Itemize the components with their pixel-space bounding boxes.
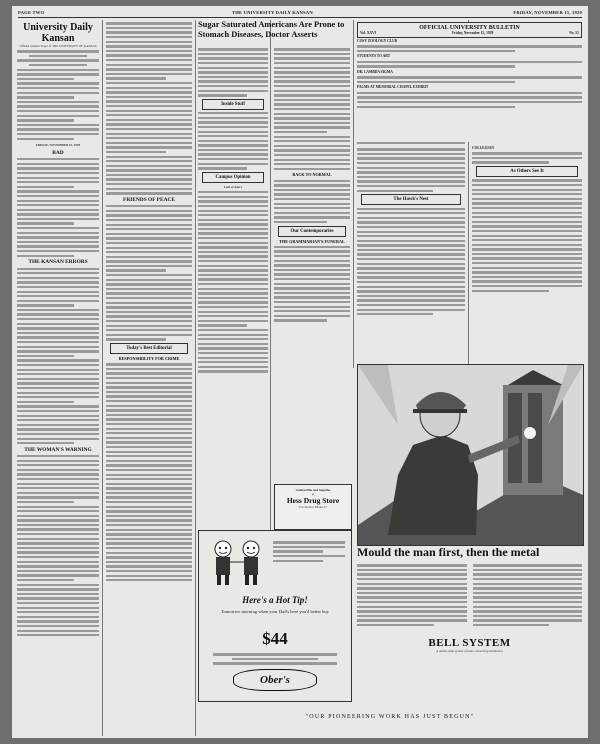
lead-headline-block bbox=[198, 20, 350, 48]
column-rule bbox=[195, 20, 196, 736]
article-heading: THE GRAMMARIAN'S FUNERAL bbox=[279, 238, 345, 244]
obers-headline: Here's a Hot Tip! bbox=[242, 595, 308, 605]
column-six-lower bbox=[472, 146, 582, 366]
column-body bbox=[357, 148, 465, 192]
bulletin-item: COSY ZOOLOGY CLUB bbox=[357, 39, 398, 43]
bulletin-number: No. 52 bbox=[569, 31, 579, 35]
obers-logo: Ober's bbox=[233, 669, 317, 691]
contemporaries-box bbox=[278, 226, 346, 237]
hess-ad-line2: at bbox=[311, 492, 315, 496]
masthead-dateline: FRIDAY, NOVEMBER 15, 1929 bbox=[35, 142, 81, 147]
bell-headline: Mould the man first, then the metal bbox=[357, 546, 540, 559]
header-rule bbox=[18, 17, 582, 18]
bell-system-name: BELL SYSTEM bbox=[428, 636, 511, 649]
column-body bbox=[472, 179, 582, 292]
column-rule bbox=[102, 20, 103, 736]
bulletin-item: DR. LAMBDA SIGMA bbox=[357, 69, 393, 74]
bulletin-date: Friday, November 15, 1929 bbox=[451, 31, 494, 35]
cartoon-figures-illustration bbox=[207, 537, 271, 589]
bulletin-body bbox=[357, 45, 582, 52]
editorial-body bbox=[17, 268, 99, 445]
lead-headline: Sugar Saturated Americans Are Prone to Stomach Diseases, Doctor Asserts bbox=[198, 20, 345, 39]
bell-body bbox=[357, 562, 582, 629]
bulletin-body bbox=[357, 76, 582, 83]
obers-ad bbox=[198, 530, 352, 702]
hess-ad-line1: Golden Pills and Supplies bbox=[295, 488, 331, 492]
column-body bbox=[106, 22, 192, 194]
obers-body: Tomorrow morning when your Dad's here you'd better buy bbox=[221, 609, 329, 614]
masthead-title: University Daily Kansan bbox=[23, 22, 93, 44]
others-title: As Others See It bbox=[510, 169, 544, 175]
column-body bbox=[357, 208, 465, 316]
obers-price: $44 bbox=[262, 629, 288, 648]
others-box bbox=[476, 166, 578, 177]
best-editorial-title: Today's Best Editorial bbox=[126, 345, 172, 351]
column-five-lower bbox=[357, 146, 465, 366]
factory-worker-image bbox=[358, 365, 583, 545]
masthead-subtitle: Official Student Paper of THE UNIVERSITY OF KANSAS bbox=[19, 44, 97, 48]
article-heading: RESPONSIBILITY FOR CRIME bbox=[118, 355, 180, 361]
bulletin-item: PALMS AT MEMORIAL CHAPEL EXHIBIT bbox=[357, 85, 429, 90]
page-date: FRIDAY, NOVEMBER 15, 1929 bbox=[513, 10, 582, 15]
campus-opinion-sub: Leni at Ann's bbox=[223, 184, 243, 189]
contemporaries-title: Our Contemporaries bbox=[290, 228, 334, 234]
editorial-heading: THE KANSAN ERRORS bbox=[28, 259, 88, 266]
hess-drug-ad bbox=[274, 484, 352, 530]
column-four bbox=[274, 46, 350, 486]
bulletin-body bbox=[472, 152, 582, 163]
bulletin-item: COLLEGIAN bbox=[472, 146, 494, 150]
column-body bbox=[106, 205, 192, 341]
editorial-column bbox=[17, 20, 99, 736]
editorial-heading: THE WOMAN'S WARNING bbox=[24, 446, 92, 453]
column-rule bbox=[353, 20, 354, 368]
inside-stuff-box bbox=[202, 99, 264, 110]
bulletin-body bbox=[357, 61, 582, 68]
masthead-staff bbox=[17, 50, 99, 140]
bell-illustration bbox=[357, 364, 584, 546]
column-body bbox=[274, 246, 350, 322]
page-number: PAGE TWO bbox=[18, 10, 45, 15]
paper-name: THE UNIVERSITY DAILY KANSAN bbox=[232, 10, 313, 15]
hess-ad-name: Hess Drug Store bbox=[286, 496, 340, 505]
hawks-nest-title: The Hawk's Nest bbox=[393, 197, 429, 203]
bulletin-body bbox=[357, 92, 582, 108]
bell-tagline: A nation-wide system of inter-connecting telephones bbox=[436, 648, 503, 653]
column-body bbox=[198, 112, 268, 169]
column-body bbox=[106, 363, 192, 581]
article-heading: BACK TO NORMAL bbox=[292, 172, 332, 178]
editorial-body bbox=[17, 158, 99, 257]
official-bulletin bbox=[357, 22, 582, 142]
bell-slogan: "OUR PIONEERING WORK HAS JUST BEGUN" bbox=[305, 714, 475, 720]
editorial-body bbox=[17, 455, 99, 636]
bell-slogan-bar bbox=[198, 714, 582, 728]
newspaper-page bbox=[12, 6, 588, 738]
column-body bbox=[274, 48, 350, 170]
hawks-nest-box bbox=[361, 194, 461, 205]
bell-ad bbox=[357, 546, 582, 736]
inside-stuff-title: Inside Stuff bbox=[221, 101, 245, 107]
hess-ad-line3: For Service Phone 27 bbox=[299, 505, 327, 509]
editorial-heading: BAD bbox=[52, 149, 64, 156]
obers-ad-copy bbox=[273, 539, 345, 579]
column-body bbox=[198, 48, 268, 96]
campus-opinion-box bbox=[202, 172, 264, 183]
campus-opinion-title: Campus Opinion bbox=[215, 174, 251, 180]
column-three bbox=[198, 46, 268, 522]
bulletin-volume: Vol. XXVI bbox=[360, 31, 377, 35]
obers-ad-copy bbox=[213, 651, 337, 667]
article-heading: FRIENDS OF PEACE bbox=[123, 196, 175, 203]
best-editorial-box bbox=[110, 343, 188, 354]
column-body bbox=[274, 180, 350, 224]
column-body bbox=[198, 191, 268, 372]
bulletin-item: STUDENTS TO ART bbox=[357, 54, 391, 59]
column-rule bbox=[270, 20, 271, 535]
bulletin-title: OFFICIAL UNIVERSITY BULLETIN bbox=[419, 25, 520, 31]
column-two bbox=[106, 20, 192, 736]
